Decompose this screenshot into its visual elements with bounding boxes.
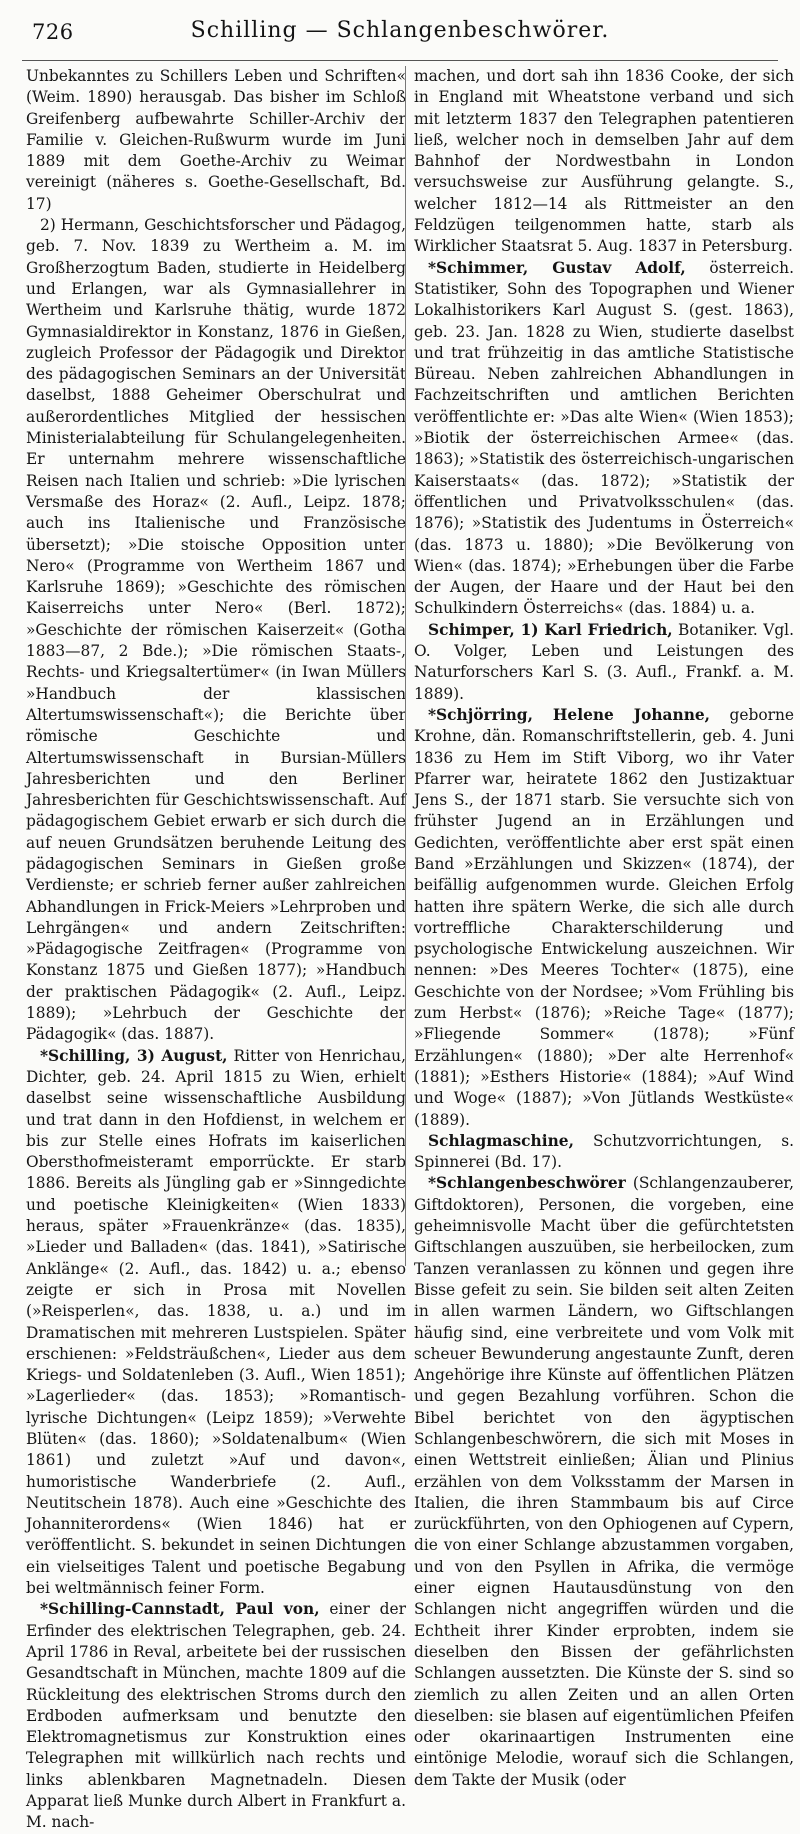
- page-header: [22, 14, 778, 50]
- entry-text: einer der Erfinder des elektrischen Telegraphen, geb. 24. April 1786 in Reval, arbeitete bei der russischen Gesandtschaft in München, machte 1809 auf die Rückleitung des elektrischen Stroms durch den Erdboden aufmerksam und benutzte den Elektromagnetismus zur Konstruktion eines Telegraphen mit willkürlich nach rechts und links ablenkbaren Magnetnadeln. Diesen Apparat ließ Munke durch Albert in Frankfurt a. M. nach-: [26, 1600, 406, 1832]
- entry-text: (Schlangenzauberer, Giftdoktoren), Personen, die vorgeben, eine geheimnisvolle Macht über die gefürchtetsten Giftschlangen auszuüben, sie herbeilocken, zum Tanzen veranlassen zu können und gegen ihre Bisse gefeit zu sein. Sie bilden seit alten Zeiten in allen warmen Ländern, wo Giftschlangen häufig sind, eine verbreitete und vom Volk mit scheuer Bewunderung angestaunte Zunft, deren Angehörige ihre Künste auf öffentlichen Plätzen und gegen Bezahlung vorführen. Schon die Bibel berichtet von den ägyptischen Schlangenbeschwörern, die sich mit Moses in einen Wettstreit einließen; Älian und Plinius erzählen von dem Volksstamm der Marsen in Italien, die ihren Stammbaum bis auf Circe zurückführten, von den Ophiogenen auf Cypern, die von einer Schlange abzustammen vorgaben, und von den Psyllen in Afrika, die vermöge einer eignen Hautausdünstung von den Schlangen nicht angegriffen würden und die Echtheit ihrer Kinder erprobten, indem sie dieselben den Bissen der gefährlichsten Schlangen aussetzten. Die Künste der S. sind so ziemlich zu allen Zeiten und an allen Orten dieselben: sie blasen auf eigentümlichen Pfeifen oder okarinaartigen Instrumenten eine eintönige Melodie, worauf sich die Schlangen, dem Takte der Musik (oder: [414, 1174, 794, 1789]
- column-divider: [405, 66, 406, 1266]
- entry-text: Schutzvorrichtungen, s. Spinnerei (Bd. 17).: [414, 1131, 794, 1172]
- entry-headword: *Schjörring, Helene Johanne,: [428, 705, 711, 724]
- entry-headword: *Schlangenbeschwörer: [428, 1174, 626, 1193]
- right-column: [414, 66, 794, 1789]
- entry-continuation: [414, 66, 794, 258]
- entry-text: Geschichtsforscher und Pädagog, geb. 7. Nov. 1839 zu Wertheim a. M. im Großherzogtum Baden, studierte in Heidelberg und Erlangen, war als Gymnasiallehrer in Wertheim und Karlsruhe thätig, wurde 1872 Gymnasialdirektor in Konstanz, 1876 in Gießen, zugleich Professor der Pädagogik und Direktor des pädagogischen Seminars an der Universität daselbst, 1888 Geheimer Oberschulrat und außerordentliches Mitglied der hessischen Ministerialabteilung für Schulangelegenheiten. Er unternahm mehrere wissenschaftliche Reisen nach Italien und schrieb: »Die lyrischen Versmaße des Horaz« (2. Aufl., Leipz. 1878; auch ins Italienische und Französische übersetzt); »Die stoische Opposition unter Nero« (Programme von Wertheim 1867 und Karlsruhe 1869); »Geschichte des römischen Kaiserreichs unter Nero« (Berl. 1872); »Geschichte der römischen Kaiserzeit« (Gotha 1883—87, 2 Bde.); »Die römischen Staats-, Rechts- und Kriegsaltertümer« (in Iwan Müllers »Handbuch der klassischen Altertumswissenschaft«); die Berichte über römische Geschichte und Altertumswissenschaft in Bursian-Müllers Jahresberichten und den Berliner Jahresberichten für Geschichtswissenschaft. Auf pädagogischem Gebiet erwarb er sich durch die auf neuen Grundsätzen beruhende Leitung des pädagogischen Seminars in Gießen große Verdienste; er schrieb ferner außer zahlreichen Abhandlungen in Frick-Meiers »Lehrproben und Lehrgängen« und andern Zeitschriften: »Pädagogische Zeitfragen« (Programme von Konstanz 1875 und Gießen 1877); »Handbuch der praktischen Pädagogik« (2. Aufl., Leipz. 1889); »Lehrbuch der Geschichte der Pädagogik« (das. 1887).: [26, 216, 406, 1044]
- entry-text: Unbekanntes zu Schillers Leben und Schriften« (Weim. 1890) herausgab. Das bisher im Schloß Greifenberg aufbewahrte Schiller-Archiv der Familie v. Gleichen-Rußwurm wurde im Juni 1889 mit dem Goethe-Archiv zu Weimar vereinigt (näheres s. Goethe-Gesellschaft, Bd. 17): [26, 67, 406, 213]
- entry-schimmer: [414, 258, 794, 620]
- entry-schilling-cannstadt: [26, 1599, 406, 1833]
- header-rule: [22, 60, 778, 61]
- entry-schimper: [414, 620, 794, 705]
- entry-headword: *Schilling-Cannstadt, Paul von,: [40, 1600, 320, 1619]
- entry-schilling-august: [26, 1046, 406, 1600]
- page-number: 726: [32, 20, 74, 44]
- entry-schlangenbeschwoerer: [414, 1173, 794, 1791]
- entry-headword: *Schilling, 3) August,: [40, 1046, 228, 1065]
- entry-text: geborne Krohne, dän. Romanschriftstellerin, geb. 4. Juni 1836 zu Hem im Stift Viborg, wo ihr Vater Pfarrer war, heiratete 1862 den Justizaktuar Jens S., der 1871 starb. Sie versuchte sich von frühster Jugend an in Erzählungen und Gedichten, veröffentlichte aber erst spät einen Band »Erzählungen und Skizzen« (1874), der beifällig aufgenommen wurde. Gleichen Erfolg hatten ihre spätern Werke, die sich alle durch vortreffliche Charakterschilderung und psychologische Entwickelung auszeichnen. Wir nennen: »Des Meeres Tochter« (1875), eine Geschichte von der Nordsee; »Vom Frühling bis zum Herbst« (1876); »Reiche Tage« (1877); »Fliegende Sommer« (1878); »Fünf Erzählungen« (1880); »Der alte Herrenhof« (1881); »Esthers Historie« (1884); »Auf Wind und Woge« (1887); »Von Jütlands Westküste« (1889).: [414, 705, 794, 1129]
- entry-text: machen, und dort sah ihn 1836 Cooke, der sich in England mit Wheatstone verband und sich mit letzterm 1837 den Telegraphen patentieren ließ, welcher noch in demselben Jahr auf dem Bahnhof der Nordwestbahn in London versuchsweise zur Ausführung gelangte. S., welcher 1812—14 als Rittmeister an den Feldzügen teilgenommen hatte, starb als Wirklicher Staatsrat 5. Aug. 1837 in Petersburg.: [414, 67, 794, 256]
- entry-text: Botaniker. Vgl. O. Volger, Leben und Leistungen des Naturforschers Karl S. (3. Aufl., Frankf. a. M. 1889).: [414, 620, 794, 703]
- entry-schiller-hermann: [26, 215, 406, 1046]
- entry-headword: Schimper, 1) Karl Friedrich,: [428, 620, 673, 639]
- entry-headword: *Schimmer, Gustav Adolf,: [428, 258, 686, 277]
- entry-headword: Schlagmaschine,: [428, 1131, 574, 1150]
- entry-text: Ritter von Henrichau, Dichter, geb. 24. April 1815 zu Wien, erhielt daselbst seine wissenschaftliche Ausbildung und trat dann in den Hofdienst, in welchem er bis zur Stelle eines Hofrats im kaiserlichen Obersthofmeisteramt emporrückte. Er starb 1886. Bereits als Jüngling gab er »Sinngedichte und poetische Kleinigkeiten« (Wien 1833) heraus, später »Frauenkränze« (das. 1835), »Lieder und Balladen« (das. 1841), »Satirische Anklänge« (2. Aufl., das. 1842) u. a.; ebenso zeigte er sich in Prosa mit Novellen (»Reisperlen«, das. 1838, u. a.) und im Dramatischen mit mehreren Lustspielen. Später erschienen: »Feldsträußchen«, Lieder aus dem Kriegs- und Soldatenleben (3. Aufl., Wien 1851); »Lagerlieder« (das. 1853); »Romantisch-lyrische Dichtungen« (Leipz 1859); »Verwehte Blüten« (das. 1860); »Soldatenalbum« (Wien 1861) und zuletzt »Auf und davon«, humoristische Wanderbriefe (2. Aufl., Neutitschein 1878). Auch eine »Geschichte des Johanniterordens« (Wien 1846) hat er veröffentlicht. S. bekundet in seinen Dichtungen ein vielseitiges Talent und poetische Begabung bei weltmännisch feiner Form.: [26, 1046, 406, 1598]
- entry-continuation: [26, 66, 406, 215]
- entry-schlagmaschine: [414, 1131, 794, 1174]
- entry-headword: 2) Hermann,: [40, 216, 140, 235]
- left-column: [26, 66, 406, 1832]
- running-title: Schilling — Schlangenbeschwörer.: [190, 18, 610, 43]
- entry-schjoerring: [414, 705, 794, 1131]
- entry-text: österreich. Statistiker, Sohn des Topographen und Wiener Lokalhistorikers Karl August S. (gest. 1863), geb. 23. Jan. 1828 zu Wien, studierte daselbst und trat frühzeitig in das amtliche Statistische Büreau. Neben zahlreichen Abhandlungen in Fachzeitschriften und amtlichen Berichten veröffentlichte er: »Das alte Wien« (Wien 1853); »Biotik der österreichischen Armee« (das. 1863); »Statistik des österreichisch-ungarischen Kaiserstaats« (das. 1872); »Statistik der öffentlichen und Privatvolksschulen« (das. 1876); »Statistik des Judentums in Österreich« (das. 1873 u. 1880); »Die Bevölkerung von Wien« (das. 1874); »Erhebungen über die Farbe der Augen, der Haare und der Haut bei den Schulkindern Österreichs« (das. 1884) u. a.: [414, 258, 794, 618]
